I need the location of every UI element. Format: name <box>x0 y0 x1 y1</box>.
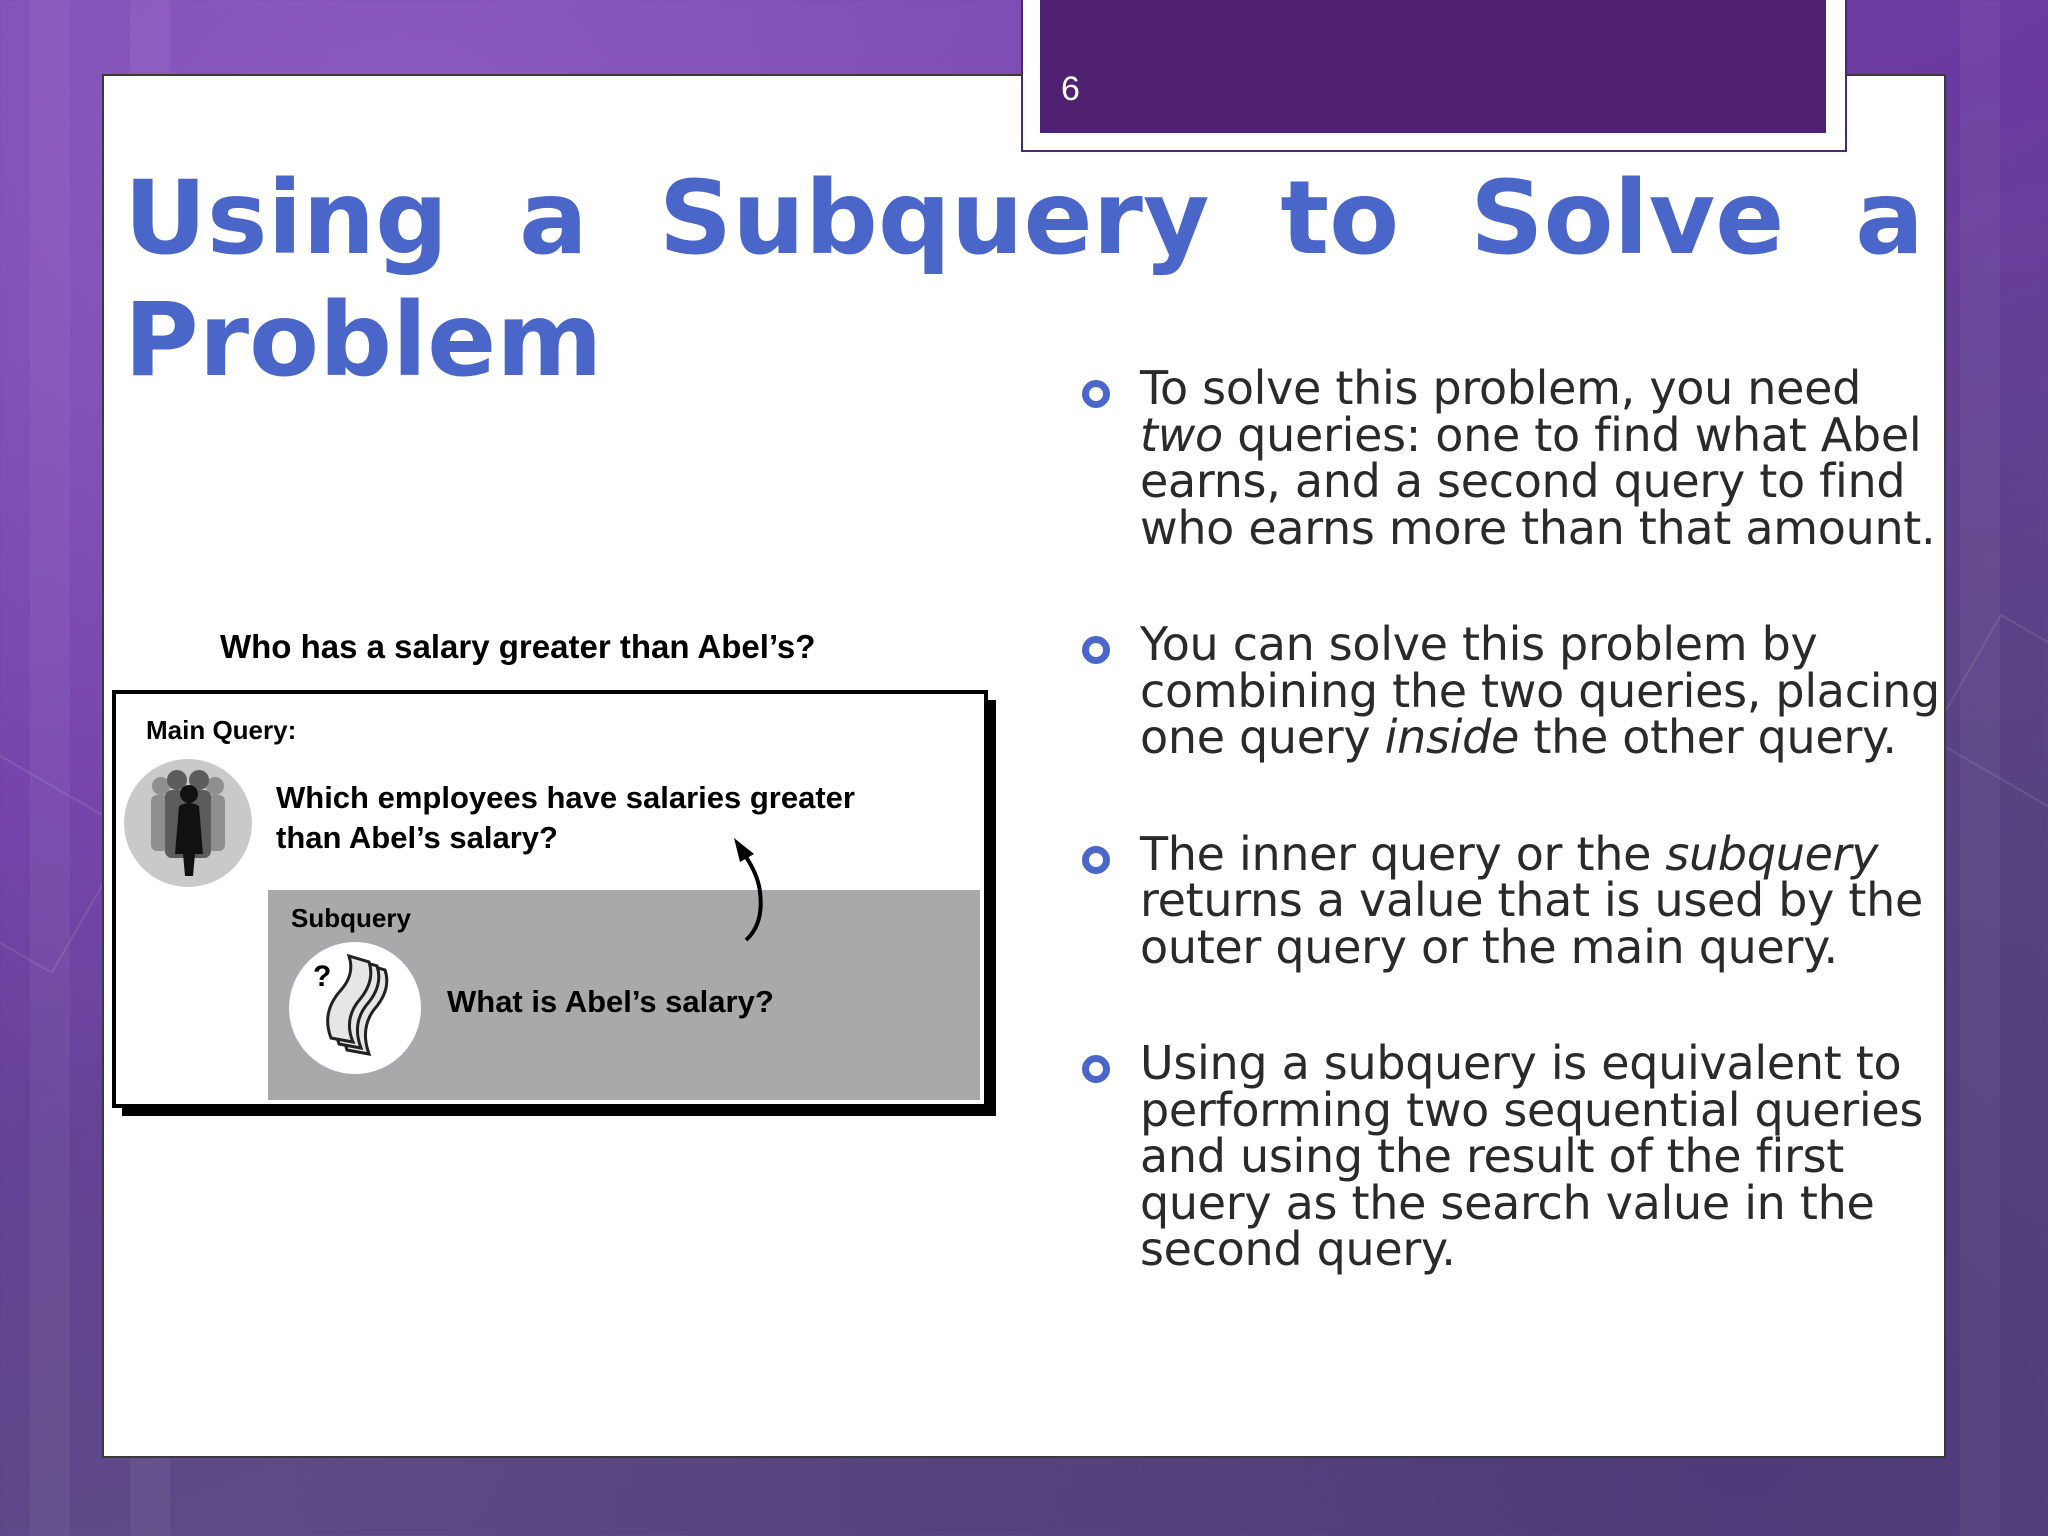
slide-number: 6 <box>1061 70 1080 108</box>
bullet-item <box>1078 1036 1948 1276</box>
bullet-circle-icon <box>1082 846 1110 874</box>
bullet-text: To solve this problem, you need two queries: one to find what Abel earns, and a second query to find who earns more than that amount. <box>1140 361 1936 555</box>
subquery-question: What is Abel’s salary? <box>447 984 774 1019</box>
people-icon <box>121 758 255 888</box>
bullet-item <box>1078 826 1948 974</box>
background-stripe <box>30 0 70 1536</box>
title-word: a <box>1855 159 1924 278</box>
title-line-1 <box>124 158 1924 280</box>
diagram-question: Who has a salary greater than Abel’s? <box>220 628 816 665</box>
money-question-icon <box>287 940 423 1076</box>
title-word: to <box>1280 159 1400 278</box>
bullet-text: The inner query or the subquery returns a value that is used by the outer query or the main query. <box>1140 826 1924 974</box>
title-word: Subquery <box>658 159 1210 278</box>
bullet-list <box>1078 361 1948 1276</box>
slide-number-panel <box>1040 0 1826 133</box>
svg-text:?: ? <box>313 960 332 993</box>
bullet-text: You can solve this problem by combining the two queries, placing one query inside the other query. <box>1140 617 1940 764</box>
bullet-circle-icon <box>1082 1055 1110 1083</box>
main-query-question: Which employees have salaries greater than Abel’s salary? <box>276 780 855 855</box>
title-word: Solve <box>1470 159 1785 278</box>
bullet-item <box>1078 361 1948 555</box>
title-word: Using <box>124 159 449 278</box>
curved-arrow-icon <box>720 832 780 944</box>
main-query-label: Main Query: <box>146 715 297 745</box>
bullet-circle-icon <box>1082 380 1110 408</box>
subquery-label: Subquery <box>291 903 411 933</box>
bullet-item <box>1078 617 1948 764</box>
bullet-text: Using a subquery is equivalent to performing two sequential queries and using the result of the first query as the search value in the second query. <box>1140 1036 1924 1276</box>
bullet-circle-icon <box>1082 636 1110 664</box>
title-line-2: Problem <box>124 281 603 400</box>
title-word: a <box>519 159 588 278</box>
